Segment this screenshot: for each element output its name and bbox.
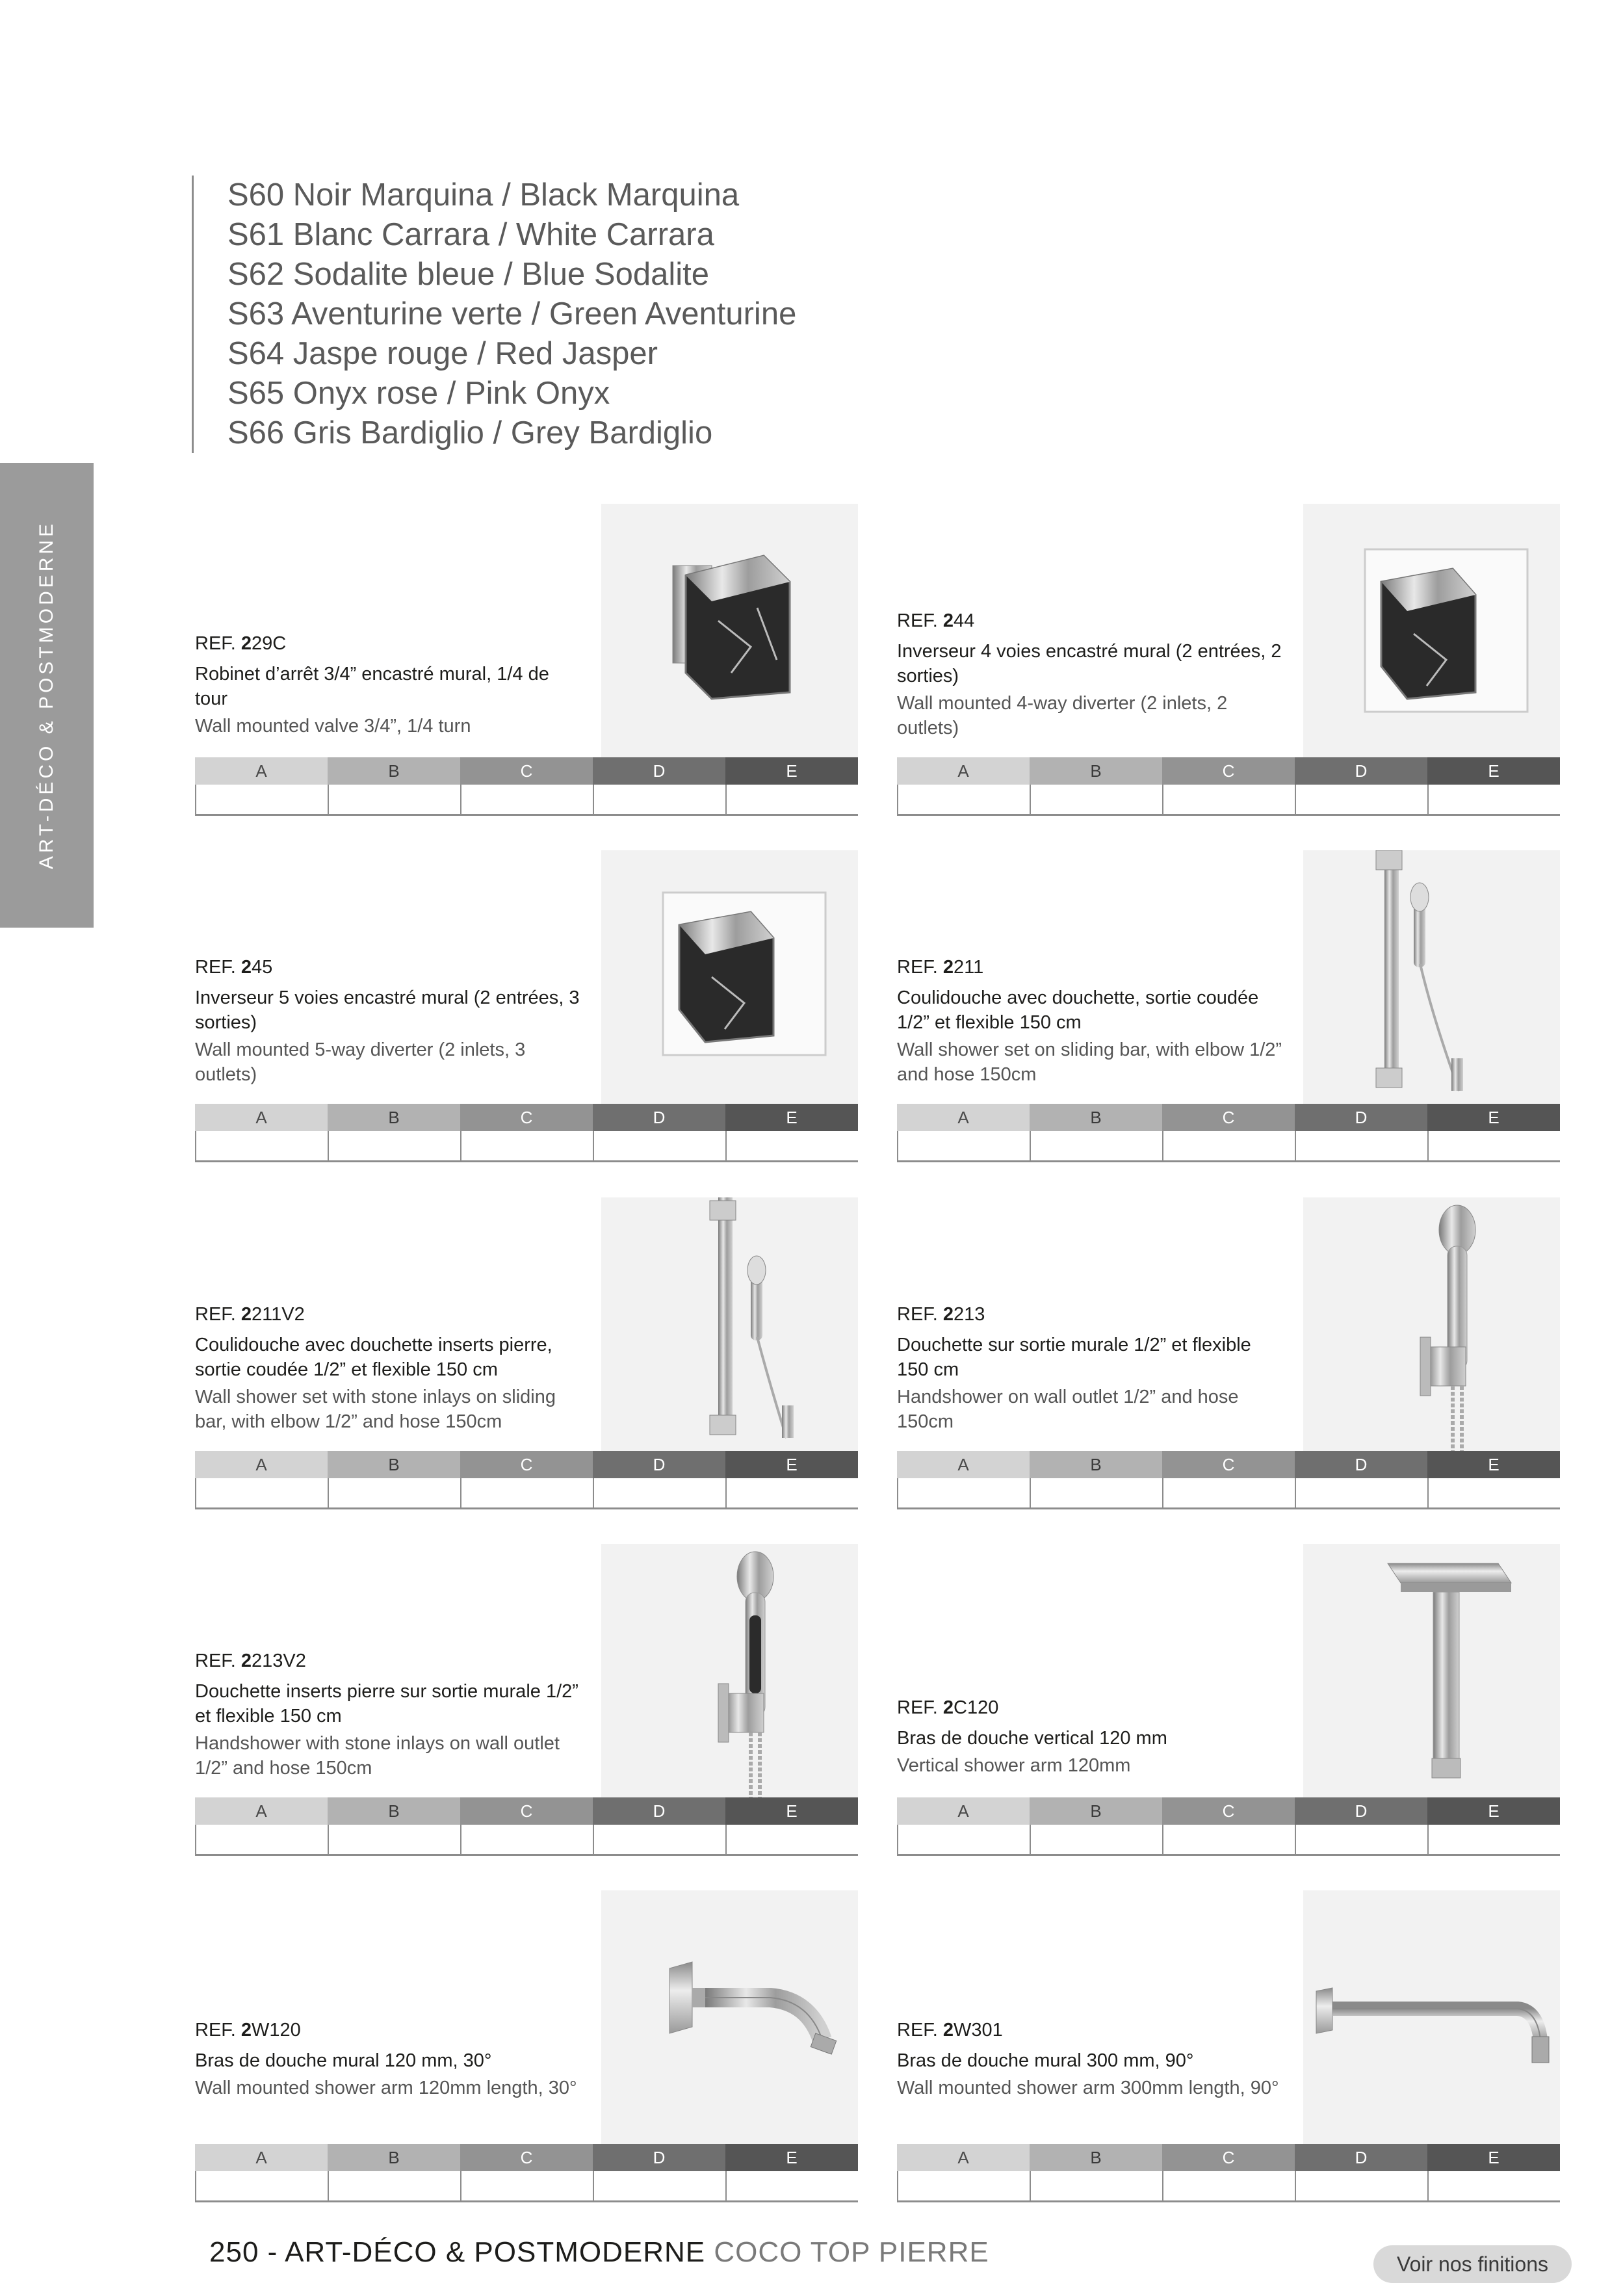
finish-cell — [1427, 2171, 1560, 2200]
finish-cell — [1295, 1478, 1427, 1507]
finish-list — [192, 176, 796, 453]
finish-col-c: C — [1162, 1104, 1295, 1131]
finish-col-c: C — [460, 2144, 593, 2171]
finish-cell — [725, 1478, 858, 1507]
finish-cell — [1295, 2171, 1427, 2200]
finish-col-e: E — [1427, 1797, 1560, 1825]
product-description-fr: Inverseur 4 voies encastré mural (2 entrées, 2 sorties) — [897, 641, 1282, 686]
finish-col-d: D — [593, 2144, 725, 2171]
finish-cell — [897, 785, 1030, 814]
finish-cell — [460, 2171, 593, 2200]
finish-cell — [1162, 2171, 1295, 2200]
finish-col-a: A — [195, 1797, 328, 1825]
product-ref: REF. 2W301 — [897, 2020, 1003, 2041]
product-ref: REF. 2213V2 — [195, 1650, 306, 1671]
finish-cell — [328, 1131, 460, 1160]
finish-col-e: E — [725, 757, 858, 785]
finish-cell — [725, 785, 858, 814]
finish-col-b: B — [328, 2144, 460, 2171]
product-photo — [1303, 1197, 1560, 1451]
product-photo — [1303, 504, 1560, 757]
finish-table — [897, 1797, 1560, 1856]
finish-cell — [328, 2171, 460, 2200]
finish-col-c: C — [1162, 2144, 1295, 2171]
finish-col-b: B — [328, 1451, 460, 1478]
product-photo — [1303, 1890, 1560, 2144]
finish-col-c: C — [1162, 757, 1295, 785]
view-finishes-button[interactable]: Voir nos finitions — [1373, 2245, 1572, 2283]
finish-col-b: B — [1030, 2144, 1162, 2171]
product-card — [897, 1544, 1560, 1862]
finish-cell — [1030, 2171, 1162, 2200]
finish-col-a: A — [195, 757, 328, 785]
product-description-fr: Bras de douche mural 300 mm, 90° — [897, 2050, 1194, 2071]
finish-col-c: C — [460, 1451, 593, 1478]
finish-col-d: D — [1295, 1451, 1427, 1478]
finish-table — [897, 2144, 1560, 2202]
finish-col-a: A — [897, 757, 1030, 785]
finish-cell — [1162, 1478, 1295, 1507]
product-ref: REF. 2211V2 — [195, 1304, 305, 1325]
footer-collection: COCO TOP PIERRE — [714, 2236, 989, 2268]
finish-col-d: D — [1295, 757, 1427, 785]
product-photo — [601, 1544, 858, 1797]
finish-col-b: B — [328, 1797, 460, 1825]
finish-cell — [460, 1478, 593, 1507]
footer-section: 250 - ART-DÉCO & POSTMODERNE — [209, 2236, 706, 2268]
product-ref: REF. 2213 — [897, 1304, 985, 1325]
product-ref: REF. 229C — [195, 633, 287, 654]
finish-col-a: A — [897, 1104, 1030, 1131]
finish-table — [195, 757, 858, 816]
finish-cell — [328, 785, 460, 814]
product-description-en: Wall shower set with stone inlays on sliding bar, with elbow 1/2” and hose 150cm — [195, 1387, 556, 1432]
product-card — [897, 850, 1560, 1169]
product-photo — [601, 504, 858, 757]
product-photo — [601, 1197, 858, 1451]
finish-table — [195, 1797, 858, 1856]
finish-col-c: C — [460, 1797, 593, 1825]
product-photo — [1303, 850, 1560, 1104]
finish-col-a: A — [195, 1104, 328, 1131]
product-card — [897, 1890, 1560, 2209]
finish-col-b: B — [328, 757, 460, 785]
product-ref: REF. 2211 — [897, 957, 984, 978]
finish-item: S63 Aventurine verte / Green Aventurine — [227, 296, 797, 332]
finish-cell — [725, 1825, 858, 1854]
side-tab-label: ART-DÉCO & POSTMODERNE — [36, 520, 57, 870]
finish-cell — [725, 1131, 858, 1160]
page-footer — [209, 2236, 989, 2269]
finish-col-d: D — [593, 757, 725, 785]
product-description-fr: Coulidouche avec douchette, sortie coudée 1/2” et flexible 150 cm — [897, 987, 1259, 1033]
finish-cell — [1030, 1825, 1162, 1854]
finish-table — [195, 1451, 858, 1509]
product-card — [897, 504, 1560, 822]
product-description-en: Wall mounted 4-way diverter (2 inlets, 2 outlets) — [897, 693, 1228, 738]
finish-cell — [897, 2171, 1030, 2200]
finish-col-c: C — [1162, 1451, 1295, 1478]
finish-cell — [460, 1825, 593, 1854]
finish-col-e: E — [725, 1451, 858, 1478]
finish-cell — [460, 785, 593, 814]
product-card — [195, 1890, 858, 2209]
product-description-fr: Bras de douche vertical 120 mm — [897, 1728, 1167, 1749]
product-description-fr: Douchette inserts pierre sur sortie murale 1/2” et flexible 150 cm — [195, 1681, 578, 1727]
finish-table — [897, 757, 1560, 816]
finish-cell — [1030, 1478, 1162, 1507]
finish-cell — [1162, 1131, 1295, 1160]
finish-cell — [1295, 1131, 1427, 1160]
finish-col-a: A — [897, 1451, 1030, 1478]
finish-cell — [1427, 785, 1560, 814]
product-description-en: Handshower with stone inlays on wall outlet 1/2” and hose 150cm — [195, 1733, 560, 1779]
finish-col-a: A — [897, 2144, 1030, 2171]
finish-col-e: E — [1427, 1104, 1560, 1131]
finish-cell — [1295, 785, 1427, 814]
finish-table — [195, 2144, 858, 2202]
product-card — [897, 1197, 1560, 1516]
product-description-fr: Bras de douche mural 120 mm, 30° — [195, 2050, 492, 2071]
finish-item: S66 Gris Bardiglio / Grey Bardiglio — [227, 415, 713, 450]
finish-item: S62 Sodalite bleue / Blue Sodalite — [227, 257, 709, 292]
finish-col-c: C — [460, 757, 593, 785]
finish-col-b: B — [328, 1104, 460, 1131]
finish-cell — [593, 1478, 725, 1507]
product-photo — [1303, 1544, 1560, 1797]
finish-col-b: B — [1030, 1104, 1162, 1131]
finish-col-d: D — [593, 1451, 725, 1478]
finish-col-d: D — [1295, 1104, 1427, 1131]
section-side-tab — [0, 463, 94, 928]
finish-cell — [1427, 1478, 1560, 1507]
product-description-en: Vertical shower arm 120mm — [897, 1755, 1131, 1776]
product-card — [195, 850, 858, 1169]
finish-item: S65 Onyx rose / Pink Onyx — [227, 376, 610, 411]
finish-col-a: A — [195, 2144, 328, 2171]
finish-cell — [897, 1131, 1030, 1160]
finish-cell — [195, 1825, 328, 1854]
finish-cell — [593, 785, 725, 814]
finish-cell — [195, 785, 328, 814]
product-description-fr: Douchette sur sortie murale 1/2” et flexible 150 cm — [897, 1335, 1251, 1380]
product-description-en: Wall mounted valve 3/4”, 1/4 turn — [195, 716, 471, 737]
finish-cell — [593, 1825, 725, 1854]
product-description-fr: Coulidouche avec douchette inserts pierre, sortie coudée 1/2” et flexible 150 cm — [195, 1335, 552, 1380]
product-description-en: Wall shower set on sliding bar, with elbow 1/2” and hose 150cm — [897, 1039, 1282, 1085]
finish-col-d: D — [1295, 2144, 1427, 2171]
finish-item: S64 Jaspe rouge / Red Jasper — [227, 336, 658, 371]
product-ref: REF. 245 — [195, 957, 273, 978]
finish-cell — [1162, 1825, 1295, 1854]
finish-col-b: B — [1030, 757, 1162, 785]
product-card — [195, 504, 858, 822]
finish-cell — [1295, 1825, 1427, 1854]
finish-cell — [195, 2171, 328, 2200]
finish-col-e: E — [1427, 2144, 1560, 2171]
finish-col-b: B — [1030, 1797, 1162, 1825]
product-card — [195, 1197, 858, 1516]
product-description-en: Handshower on wall outlet 1/2” and hose 150cm — [897, 1387, 1239, 1432]
product-ref: REF. 2W120 — [195, 2020, 301, 2041]
finish-col-e: E — [725, 2144, 858, 2171]
finish-cell — [195, 1131, 328, 1160]
product-description-fr: Inverseur 5 voies encastré mural (2 entrées, 3 sorties) — [195, 987, 580, 1033]
finish-item: S61 Blanc Carrara / White Carrara — [227, 217, 714, 252]
finish-table — [195, 1104, 858, 1162]
product-card — [195, 1544, 858, 1862]
finish-cell — [1030, 785, 1162, 814]
finish-col-a: A — [897, 1797, 1030, 1825]
product-description-fr: Robinet d’arrêt 3/4” encastré mural, 1/4 de tour — [195, 664, 549, 709]
finish-cell — [195, 1478, 328, 1507]
finish-item: S60 Noir Marquina / Black Marquina — [227, 177, 740, 213]
product-photo — [601, 1890, 858, 2144]
finish-col-d: D — [593, 1104, 725, 1131]
finish-col-d: D — [593, 1797, 725, 1825]
finish-col-e: E — [1427, 757, 1560, 785]
finish-cell — [593, 1131, 725, 1160]
finish-col-b: B — [1030, 1451, 1162, 1478]
finish-table — [897, 1104, 1560, 1162]
finish-cell — [460, 1131, 593, 1160]
finish-cell — [1427, 1131, 1560, 1160]
finish-cell — [1030, 1131, 1162, 1160]
product-ref: REF. 244 — [897, 610, 975, 631]
finish-col-e: E — [1427, 1451, 1560, 1478]
finish-col-c: C — [460, 1104, 593, 1131]
finish-cell — [897, 1478, 1030, 1507]
finish-cell — [593, 2171, 725, 2200]
product-ref: REF. 2C120 — [897, 1697, 999, 1718]
product-description-en: Wall mounted shower arm 300mm length, 90° — [897, 2078, 1279, 2098]
finish-cell — [725, 2171, 858, 2200]
finish-col-a: A — [195, 1451, 328, 1478]
finish-cell — [328, 1478, 460, 1507]
finish-cell — [897, 1825, 1030, 1854]
finish-col-c: C — [1162, 1797, 1295, 1825]
finish-table — [897, 1451, 1560, 1509]
finish-col-e: E — [725, 1797, 858, 1825]
finish-cell — [1162, 785, 1295, 814]
finish-cell — [1427, 1825, 1560, 1854]
finish-cell — [328, 1825, 460, 1854]
product-photo — [601, 850, 858, 1104]
finish-col-e: E — [725, 1104, 858, 1131]
finish-col-d: D — [1295, 1797, 1427, 1825]
product-description-en: Wall mounted shower arm 120mm length, 30° — [195, 2078, 577, 2098]
product-description-en: Wall mounted 5-way diverter (2 inlets, 3 outlets) — [195, 1039, 526, 1085]
